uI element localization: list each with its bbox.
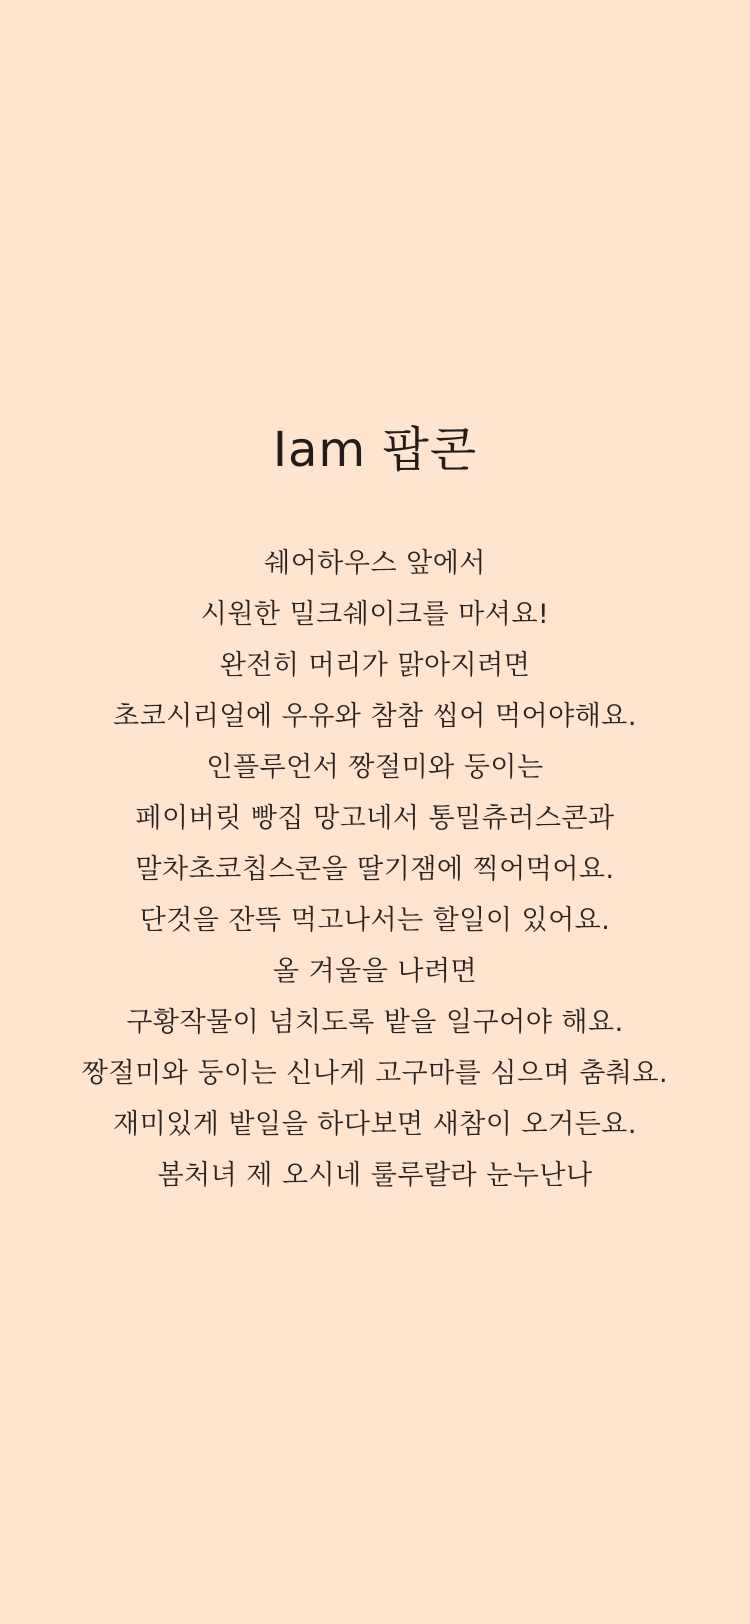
page-title: Iam 팝콘 (272, 422, 478, 478)
lyric-line-7: 말차초코칩스콘을 딸기잼에 찍어먹어요. (135, 854, 615, 885)
lyric-line-1: 쉐어하우스 앞에서 (264, 548, 486, 579)
lyric-line-11: 짱절미와 둥이는 신나게 고구마를 심으며 춤춰요. (81, 1058, 669, 1089)
lyric-line-2: 시원한 밀크쉐이크를 마셔요! (200, 599, 550, 630)
lyric-line-10: 구황작물이 넘치도록 밭을 일구어야 해요. (126, 1007, 624, 1038)
lyric-line-5: 인플루언서 짱절미와 둥이는 (206, 752, 544, 783)
lyric-line-6: 페이버릿 빵집 망고네서 통밀츄러스콘과 (135, 803, 615, 834)
lyric-line-13: 봄처녀 제 오시네 룰루랄라 눈누난나 (157, 1160, 593, 1191)
lyric-line-12: 재미있게 밭일을 하다보면 새참이 오거든요. (113, 1109, 637, 1140)
lyric-line-9: 올 겨울을 나려면 (272, 956, 478, 987)
lyrics-list (0, 541, 750, 1204)
lyric-line-4: 초코시리얼에 우유와 참참 씹어 먹어야해요. (113, 701, 637, 732)
lyric-line-3: 완전히 머리가 맑아지려면 (219, 650, 531, 681)
lyric-line-8: 단것을 잔뜩 먹고나서는 할일이 있어요. (139, 905, 611, 936)
